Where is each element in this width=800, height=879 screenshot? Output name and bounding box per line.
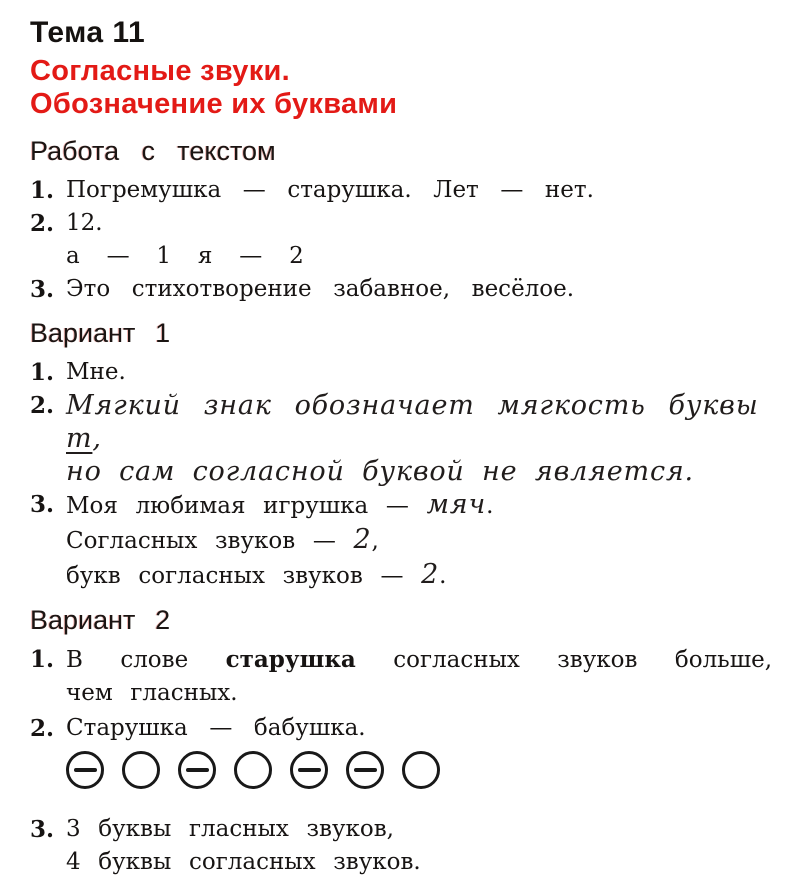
printed-punctuation: , [371,528,379,554]
answer-line: 4 буквы согласных звуков. [66,849,421,875]
answer-line [66,643,772,677]
list-item [30,273,772,306]
circle-consonant [178,751,216,789]
list-item [30,356,772,389]
item-number: 1. [30,646,55,673]
handwritten-line [66,389,772,455]
page-title-line1: Согласные звуки. [30,55,291,87]
item-text [66,712,772,791]
item-text: Это стихотворение забавное, весёлое. [66,276,575,302]
handwritten-text: Мягкий знак обозначает мягкость буквы [66,390,759,421]
item-number: 2. [30,210,55,237]
sound-scheme-row [66,749,772,791]
item-number: 2. [30,715,55,742]
circle-vowel [234,751,272,789]
item-number: 1. [30,177,55,204]
list-item [30,813,772,879]
item-number: 1. [30,359,55,386]
topic-label: Тема 11 [30,16,146,49]
section-heading-work: Работа с текстом [30,136,276,166]
answer-line [66,523,772,558]
answer-line: Старушка — бабушка. [66,715,366,741]
item-text: Погремушка — старушка. Лет — нет. [66,177,594,203]
answer-line [66,558,772,593]
handwritten-answer [66,389,772,488]
list-item [30,207,772,273]
printed-punctuation: . [439,563,447,589]
list-item [30,389,772,488]
printed-text: Согласных звуков — [66,528,336,554]
answer-line [66,488,772,523]
handwritten-digit: 2 [353,524,372,555]
item-text [66,488,772,593]
answer-line: 12. [66,210,103,236]
list-item [30,488,772,593]
consonant-dash-icon [186,768,209,772]
handwritten-comma: , [92,423,102,454]
item-number: 3. [30,276,55,303]
item-number: 3. [30,491,55,518]
printed-text: букв согласных звуков — [66,563,404,589]
handwritten-digit: 2 [421,559,440,590]
bold-word: старушка [225,646,356,673]
item-text: Мне. [66,359,126,385]
printed-text: Моя любимая игрушка — [66,493,409,519]
page-title [30,55,772,121]
consonant-dash-icon [354,768,377,772]
handwritten-word: мяч [426,489,487,520]
printed-text: согласных звуков больше, [393,647,773,673]
answer-line: а — 1 я — 2 [66,243,304,269]
item-text [66,643,772,710]
section-heading-variant1: Вариант 1 [30,318,171,348]
list-item [30,643,772,710]
printed-punctuation: . [486,493,494,519]
underlined-letter: т [66,423,93,454]
answer-line: чем гласных. [66,680,238,706]
handwritten-line: но сам согласной буквой не является. [66,456,694,487]
circle-consonant [346,751,384,789]
list-item [30,712,772,791]
consonant-dash-icon [298,768,321,772]
item-text [66,207,772,273]
consonant-dash-icon [74,768,97,772]
item-number: 2. [30,392,55,419]
circle-vowel [402,751,440,789]
item-text [66,813,772,879]
circle-consonant [66,751,104,789]
answer-line: 3 буквы гласных звуков, [66,816,394,842]
item-number: 3. [30,816,55,843]
section-heading-variant2: Вариант 2 [30,605,171,635]
circle-consonant [290,751,328,789]
list-item [30,174,772,207]
circle-vowel [122,751,160,789]
page-title-line2: Обозначение их буквами [30,88,398,120]
printed-text: В слове [66,647,189,673]
